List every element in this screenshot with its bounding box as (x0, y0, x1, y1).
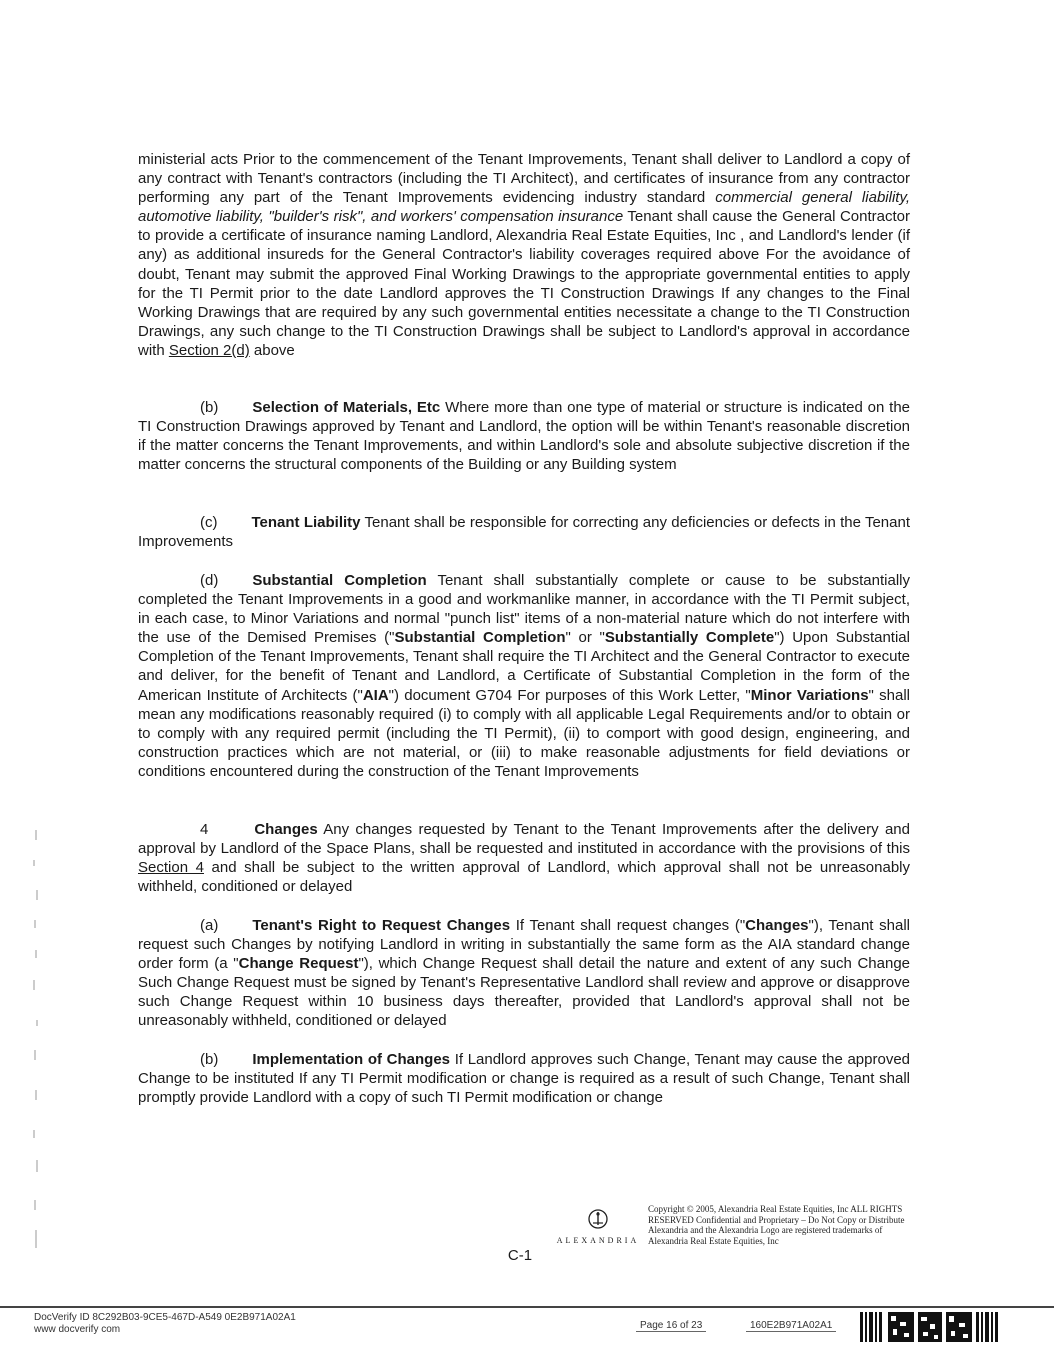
clause-label: (b) (200, 399, 219, 416)
clause-heading: Selection of Materials, Etc (252, 399, 441, 416)
barcode-icon (860, 1312, 1020, 1342)
defined-term: Minor Variations (750, 686, 869, 704)
clause-heading: Substantial Completion (252, 572, 427, 589)
section-reference: Section 2(d) (168, 341, 250, 359)
paragraph-right-to-request-changes: (a) Tenant's Right to Request Changes If Tenant shall request changes ("Changes"), Tenant shall request such Changes by notifying Landlord in writing in substantially the same form as the AIA standard change order form (a "Change Request"), which Change Request shall detail the nature and extent of any such Change Such Change Request must be signed by Tenant's Representative Landlord shall review and approve or disapprove such Change Request within 10 business days thereafter, provided that Landlord's approval shall not be unreasonably withheld, conditioned or delayed (138, 917, 911, 1030)
docverify-id: DocVerify ID 8C292B03-9CE5-467D-A549 0E2B971A02A1 (34, 1312, 296, 1323)
copyright-notice: Copyright © 2005, Alexandria Real Estate Equities, Inc ALL RIGHTS RESERVED Confidential and Proprietary – Do Not Copy or Distribute Alexandria and the Alexandria Logo are registered trademarks of Alexandria Real Estate Equities, Inc (648, 1204, 905, 1246)
clause-heading: Tenant's Right to Request Changes (252, 917, 511, 934)
defined-term: Substantially Complete (604, 629, 775, 647)
defined-term: Changes (745, 917, 809, 934)
paragraph-selection-of-materials: (b) Selection of Materials, Etc Where more than one type of material or structure is indicated on the TI Construction Drawings approved by Tenant and Landlord, the option will be within Tenant's reasonable discretion if the matter concerns the Tenant Improvements, and within Landlord's sole and absolute subjective discretion if the matter concerns the structural components of the Building or any Building system (138, 399, 911, 474)
section-number: 4 (200, 821, 209, 838)
paragraph-implementation-of-changes: (b) Implementation of Changes If Landlord approves such Change, Tenant may cause the approved Change to be instituted If any TI Permit modification or change is required as a result of such Change, Tenant shall promptly provide Landlord with a copy of such TI Permit modification or change (138, 1051, 911, 1107)
section-reference: Section 4 (138, 859, 204, 877)
clause-label: (a) (200, 917, 219, 934)
footer-divider (0, 1306, 1054, 1308)
defined-term: Substantial Completion (394, 629, 566, 647)
page-number-text: Page 16 of 23 (636, 1320, 706, 1332)
alexandria-logo (552, 1208, 644, 1245)
barcode-id: 160E2B971A02A1 (746, 1320, 836, 1332)
clause-label: (b) (200, 1051, 219, 1068)
alexandria-emblem-icon (587, 1208, 609, 1230)
insurance-types: commercial general liability, automotive liability, "builder's risk", and workers' compensation insurance (138, 189, 911, 226)
paragraph-insurance: ministerial acts Prior to the commencement of the Tenant Improvements, Tenant shall deliver to Landlord a copy of any contract with Tenant's contractors (including the TI Architect), and certificates of insurance from any contractor performing any part of the Tenant Improvements evidencing industry standard commercial general liability, automotive liability, "builder's risk", and workers' compensation insurance Tenant shall cause the General Contractor to provide a certificate of insurance naming Landlord, Alexandria Real Estate Equities, Inc , and Landlord's lender (if any) as additional insureds for the General Contractor's liability coverages required above For the avoidance of doubt, Tenant may submit the approved Final Working Drawings to the appropriate governmental entities to apply for the TI Permit prior to the date Landlord approves the TI Construction Drawings If any changes to the Final Working Drawings that are required by any such governmental entities necessitate a change to the TI Construction Drawings, any such change to the TI Construction Drawings shall be subject to Landlord's approval in accordance with Section 2(d) above (138, 151, 911, 359)
clause-label: (c) (200, 514, 218, 531)
page-code: C-1 (507, 1247, 533, 1264)
scan-margin-marks (22, 820, 46, 1260)
paragraph-substantial-completion: (d) Substantial Completion Tenant shall substantially complete or cause to be substantially completed the Tenant Improvements in a good and workmanlike manner, in accordance with the TI Permit subject, in each case, to Minor Variations and normal "punch list" items of a non-material nature which do not interfere with the use of the Demised Premises ("Substantial Completion" or "Substantially Complete") Upon Substantial Completion of the Tenant Improvements, Tenant shall require the TI Architect and the General Contractor to execute and deliver, for the benefit of Tenant and Landlord, a Certificate of Substantial Completion in the form of the American Institute of Architects ("AIA") document G704 For purposes of this Work Letter, "Minor Variations" shall mean any modifications reasonably required (i) to comply with all applicable Legal Requirements and/or to obtain or to comply with any required permit (including the TI Permit), (ii) to comport with good design, engineering, and construction practices which are not material, or (iii) to make reasonable adjustments for field deviations or conditions encountered during the construction of the Tenant Improvements (138, 572, 910, 780)
paragraph-changes: 4 Changes Any changes requested by Tenant to the Tenant Improvements after the delivery and approval by Landlord of the Space Plans, shall be requested and instituted in accordance with the provisions of this Section 4 and shall be subject to the written approval of Landlord, which approval shall not be unreasonably withheld, conditioned or delayed (138, 821, 910, 896)
paragraph-tenant-liability: (c) Tenant Liability Tenant shall be responsible for correcting any deficiencies or defects in the Tenant Improvements (138, 514, 911, 551)
clause-heading: Implementation of Changes (252, 1051, 451, 1068)
page-number (636, 1320, 706, 1331)
docverify-url: www docverify com (34, 1324, 121, 1335)
section-heading: Changes (254, 821, 318, 838)
docverify-info (34, 1312, 296, 1336)
clause-heading: Tenant Liability (251, 514, 361, 531)
defined-term: AIA (362, 686, 389, 704)
defined-term: Change Request (238, 955, 359, 973)
clause-label: (d) (200, 572, 219, 589)
logo-text: ALEXANDRIA (556, 1236, 640, 1245)
